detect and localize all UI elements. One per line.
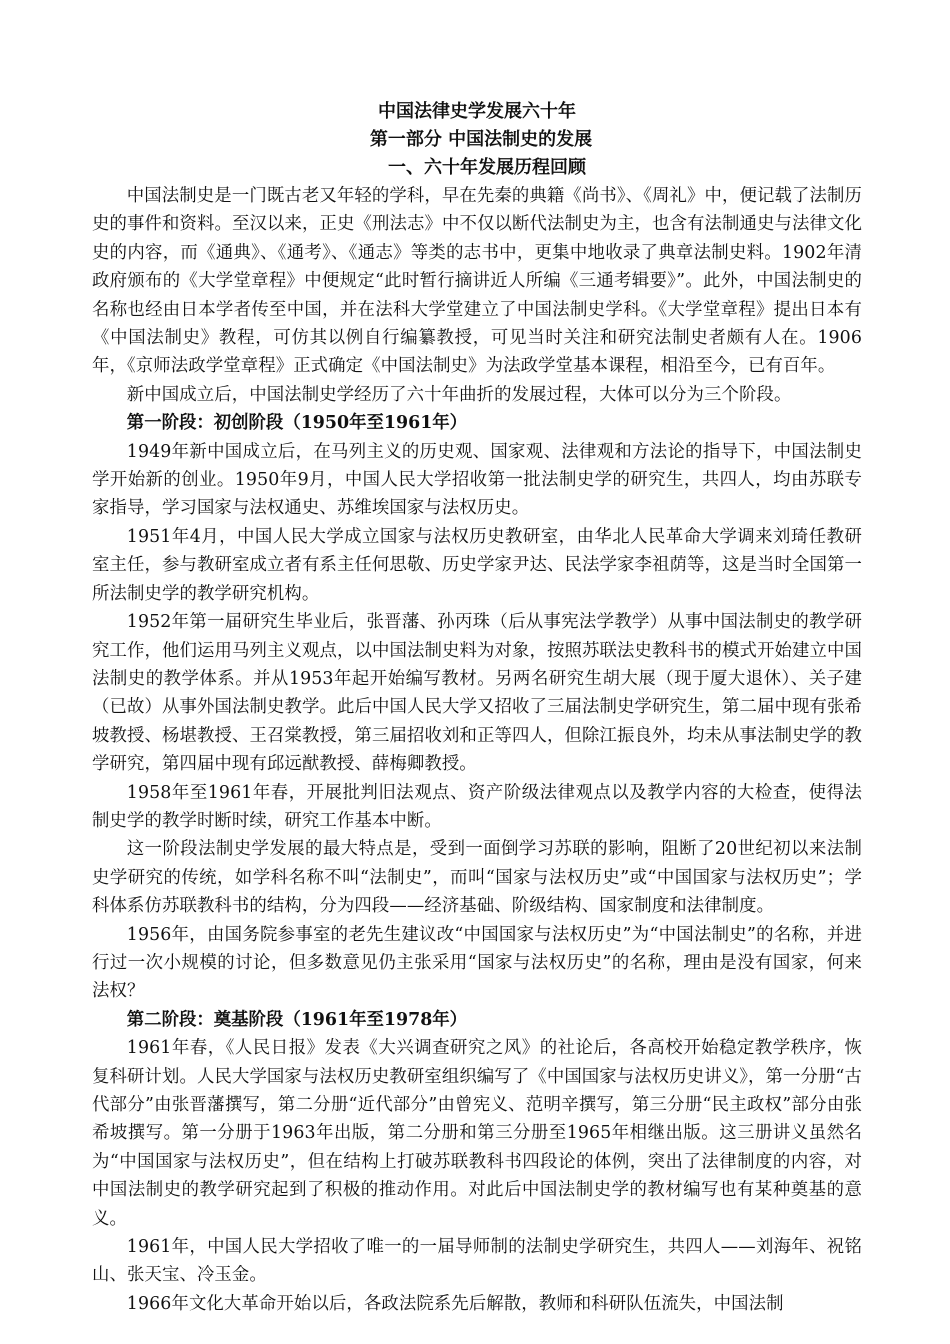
paragraph-1949: 1949年新中国成立后，在马列主义的历史观、国家观、法律观和方法论的指导下，中国法制史学开始新的创业。1950年9月，中国人民大学招收第一批法制史学的研究生，共四人，均由苏联专家指导，学习国家与法权通史、苏维埃国家与法权历史。: [92, 441, 862, 519]
paragraph-overview: 新中国成立后，中国法制史学经历了六十年曲折的发展过程，大体可以分为三个阶段。: [126, 384, 792, 405]
document-title: 中国法律史学发展六十年: [378, 101, 576, 122]
paragraph-1961-spring: 1961年春，《人民日报》发表《大兴调查研究之风》的社论后，各高校开始稳定教学秩序，恢复科研计划。人民大学国家与法权历史教研室组织编写了《中国国家与法权历史讲义》，第一分册“古代部分”由张晋藩撰写，第二分册“近代部分”由曾宪义、范明辛撰写，第三分册“民主政权”部分由张希坡撰写。第一分册于1963年出版，第二分册和第三分册至1965年相继出版。这三册讲义虽然名为“中国国家与法权历史”，但在结构上打破苏联教科书四段论的体例，突出了法律制度的内容，对中国法制史的教学研究起到了积极的推动作用。对此后中国法制史学的教材编写也有某种奠基的意义。: [92, 1038, 862, 1229]
paragraph-intro: 中国法制史是一门既古老又年轻的学科，早在先秦的典籍《尚书》、《周礼》中，便记载了法制历史的事件和资料。至汉以来，正史《刑法志》中不仅以断代法制史为主，也含有法制通史与法律文化史的内容，而《通典》、《通考》、《通志》等类的志书中，更集中地收录了典章法制史料。1902年清政府颁布的《大学堂章程》中便规定“此时暂行摘讲近人所编《三通考辑要》”。此外，中国法制史的名称也经由日本学者传至中国，并在法科大学堂建立了中国法制史学科。《大学堂章程》提出日本有《中国法制史》教程，可仿其以例自行编纂教授，可见当时关注和研究法制史者颇有人在。1906年，《京师法政学堂章程》正式确定《中国法制史》为法政学堂基本课程，相沿至今，已有百年。: [92, 186, 862, 377]
paragraph-1951: 1951年4月，中国人民大学成立国家与法权历史教研室，由华北人民革命大学调来刘琦任教研室主任，参与教研室成立者有系主任何思敬、历史学家尹达、民法学家李祖荫等，这是当时全国第一所法制史学的教学研究机构。: [92, 526, 862, 604]
paragraph-1961-students: 1961年，中国人民大学招收了唯一的一届导师制的法制史学研究生，共四人——刘海年、祝铭山、张天宝、冷玉金。: [92, 1237, 862, 1286]
part-heading: 第一部分 中国法制史的发展: [369, 129, 593, 150]
paragraph-1952: 1952年第一届研究生毕业后，张晋藩、孙丙珠（后从事宪法学教学）从事中国法制史的教学研究工作，他们运用马列主义观点，以中国法制史料为对象，按照苏联法史教科书的模式开始建立中国法制史的教学体系。并从1953年起开始编写教材。另两名研究生胡大展（现于厦大退休）、关子建（已故）从事外国法制史教学。此后中国人民大学又招收了三届法制史学研究生，第二届中现有张希坡教授、杨堪教授、王召棠教授，第三届招收刘和正等四人，但除江振良外，均未从事法制史学的教学研究，第四届中现有邱远猷教授、薛梅卿教授。: [92, 612, 862, 775]
paragraph-1958: 1958年至1961年春，开展批判旧法观点、资产阶级法律观点以及教学内容的大检查，使得法制史学的教学时断时续，研究工作基本中断。: [92, 782, 862, 831]
stage-heading-second: 第二阶段：奠基阶段（1961年至1978年）: [126, 1009, 468, 1030]
stage-heading-first: 第一阶段：初创阶段（1950年至1961年）: [126, 413, 468, 434]
section-heading: 一、六十年发展历程回顾: [388, 157, 586, 178]
document-page: [92, 98, 862, 1318]
paragraph-1956: 1956年，由国务院参事室的老先生建议改“中国国家与法权历史”为“中国法制史”的名称，并进行过一次小规模的讨论，但多数意见仍主张采用“国家与法权历史”的名称，理由是没有国家，何来法权？: [92, 924, 862, 1002]
paragraph-1966: 1966年文化大革命开始以后，各政法院系先后解散，教师和科研队伍流失，中国法制: [126, 1293, 784, 1314]
paragraph-stage-feature: 这一阶段法制史学发展的最大特点是，受到一面倒学习苏联的影响，阻断了20世纪初以来法制史学研究的传统，如学科名称不叫“法制史”，而叫“国家与法权历史”或“中国国家与法权历史”；学科体系仿苏联教科书的结构，分为四段——经济基础、阶级结构、国家制度和法律制度。: [92, 839, 862, 917]
